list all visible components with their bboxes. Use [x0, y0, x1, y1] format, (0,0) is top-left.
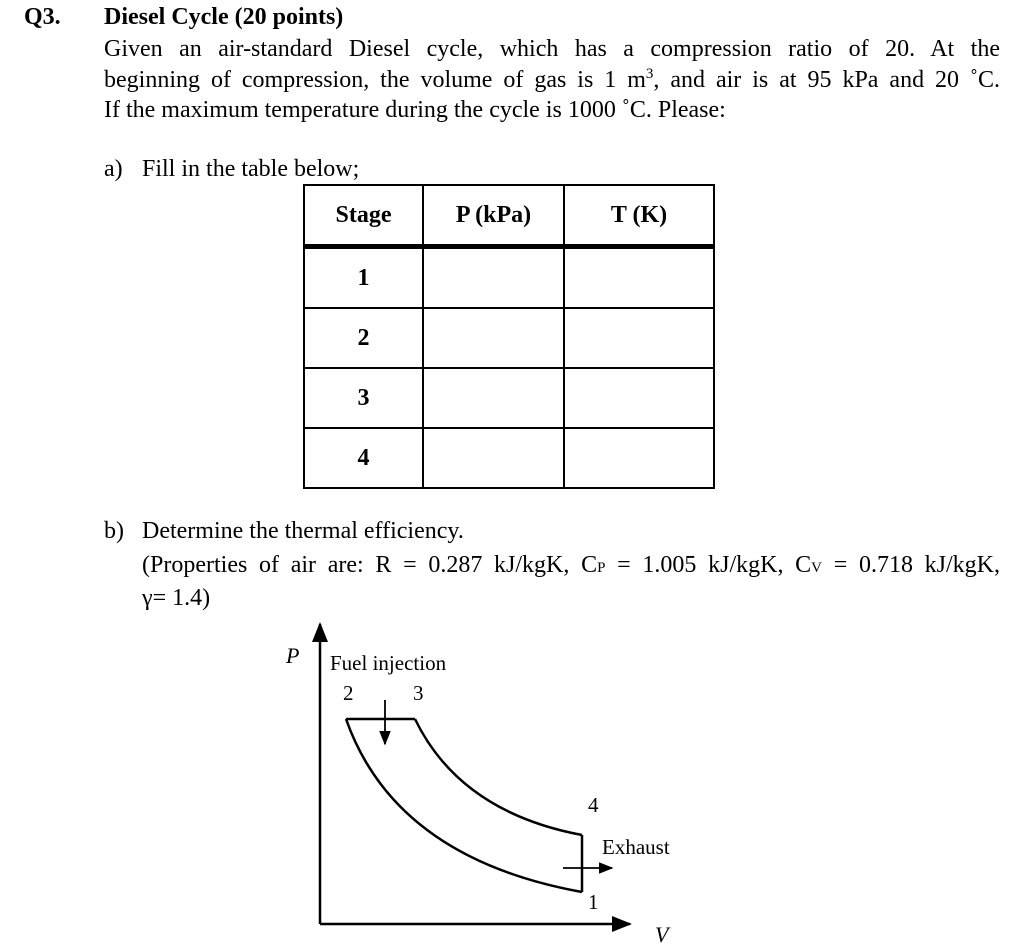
part-b-text: Determine the thermal efficiency.	[142, 518, 464, 544]
statement-line-2-start: beginning of compression, the volume of gas is 1 m	[104, 66, 646, 93]
header-pressure: P (kPa)	[423, 185, 564, 247]
stage-cell: 3	[304, 368, 423, 428]
question-number: Q3.	[24, 4, 61, 30]
point-4-label: 4	[588, 793, 599, 817]
v-axis-label: V	[655, 922, 669, 947]
part-a-text: Fill in the table below;	[142, 156, 360, 182]
header-stage: Stage	[304, 185, 423, 247]
part-a-label: a)	[104, 156, 123, 182]
point-3-label: 3	[413, 681, 424, 705]
question-title: Diesel Cycle (20 points)	[104, 4, 344, 30]
properties-mid: = 1.005 kJ/kgK, C	[605, 552, 812, 578]
fuel-injection-label: Fuel injection	[330, 651, 447, 675]
properties-end: = 0.718 kJ/kgK,	[822, 552, 1001, 578]
point-2-label: 2	[343, 681, 354, 705]
compression-curve	[346, 719, 582, 892]
statement-line-1: Given an air-standard Diesel cycle, which has a compression ratio of 20. At the	[104, 36, 1000, 62]
part-b-label: b)	[104, 518, 124, 544]
gamma-value: γ= 1.4)	[142, 585, 211, 611]
stage-cell: 2	[304, 308, 423, 368]
stage-cell: 4	[304, 428, 423, 488]
statement-line-3: If the maximum temperature during the cycle is 1000 ˚C. Please:	[104, 97, 726, 123]
header-temperature: T (K)	[564, 185, 714, 247]
expansion-curve	[415, 719, 582, 835]
stage-cell: 1	[304, 247, 423, 309]
point-1-label: 1	[588, 890, 599, 914]
statement-line-2-end: , and air is at 95 kPa and 20 ˚C.	[653, 66, 1000, 93]
cp-subscript: P	[597, 560, 606, 576]
properties-start: (Properties of air are: R = 0.287 kJ/kgK, C	[142, 552, 598, 578]
cubed-superscript: 3	[645, 65, 654, 82]
cv-subscript: V	[811, 560, 823, 576]
exhaust-label: Exhaust	[602, 835, 670, 859]
p-axis-label: P	[286, 643, 300, 668]
